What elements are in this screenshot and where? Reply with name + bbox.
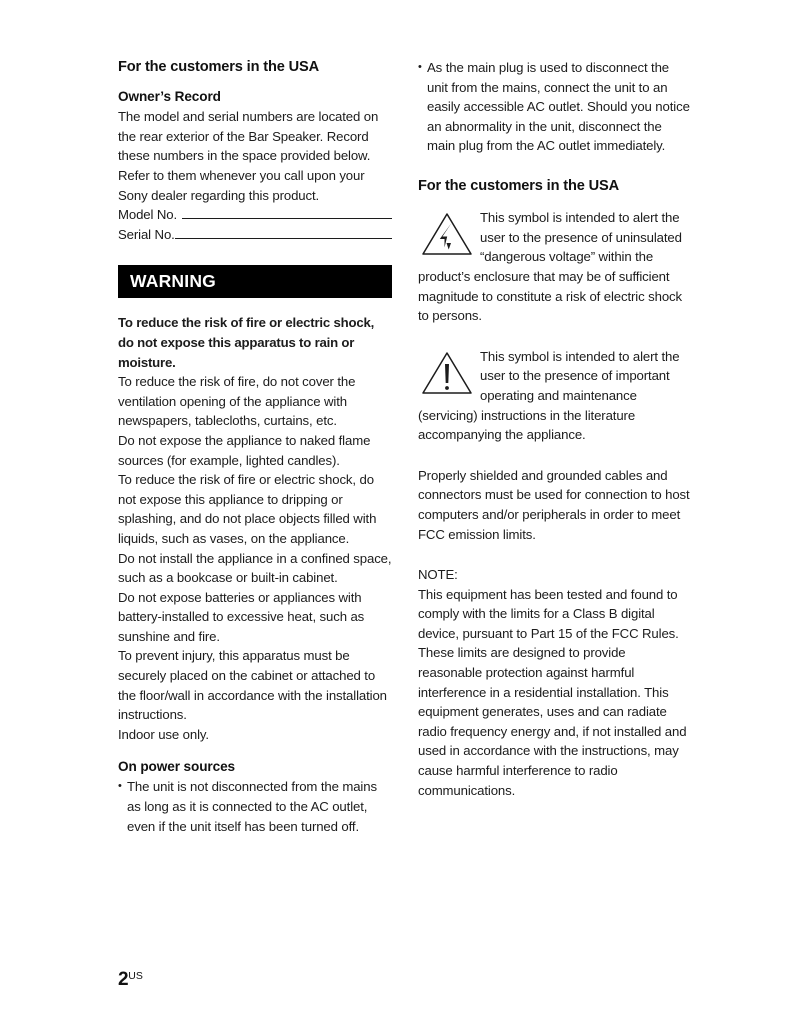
right-heading-for-customers-usa: For the customers in the USA xyxy=(418,177,619,194)
attention-symbol-text: This symbol is intended to alert the user to the presence of important operating and maintenance (servicing) instructions in the literature accompanying the appliance. xyxy=(418,348,680,443)
exclamation-triangle-icon xyxy=(420,348,474,397)
model-number-label: Model No. xyxy=(118,207,178,223)
on-power-sources-heading: On power sources xyxy=(118,759,236,775)
warning-paragraph: Do not install the appliance in a confined space, such as a bookcase or built-in cabinet. xyxy=(118,550,392,586)
note-label: NOTE: xyxy=(418,567,458,583)
on-power-sources-list xyxy=(118,777,392,836)
page-number-suffix: US xyxy=(128,970,143,982)
attention-symbol-block xyxy=(418,347,692,445)
right-column xyxy=(418,58,692,800)
lightning-bolt-triangle-icon xyxy=(420,209,474,258)
power-sources-continued-list xyxy=(418,58,692,156)
model-number-rule[interactable] xyxy=(182,205,392,219)
serial-number-rule[interactable] xyxy=(175,225,392,239)
list-item: • The unit is not disconnected from the mains as long as it is connected to the AC outlet, even if the unit itself has been turned off. xyxy=(118,777,392,836)
warning-banner-label: WARNING xyxy=(130,271,216,292)
fcc-shielding-paragraph: Properly shielded and grounded cables and connectors must be used for connection to host computers and/or peripherals in order to meet FCC emission limits. xyxy=(418,467,690,542)
left-heading-for-customers-usa: For the customers in the USA xyxy=(118,59,319,75)
warning-paragraph: Do not expose the appliance to naked flame sources (for example, lighted candles). xyxy=(118,432,371,468)
warning-paragraph: Indoor use only. xyxy=(118,726,209,742)
dangerous-voltage-symbol-text: This symbol is intended to alert the user to the presence of uninsulated “dangerous voltage” within the product’s enclosure that may be of sufficient magnitude to constitute a risk of electric shock to persons. xyxy=(418,210,682,324)
page-number: 2 xyxy=(118,969,129,990)
two-column-layout xyxy=(118,58,692,836)
model-number-field[interactable] xyxy=(118,205,392,225)
dangerous-voltage-symbol-block xyxy=(418,208,692,326)
owners-record-body: The model and serial numbers are located on the rear exterior of the Bar Speaker. Record these numbers in the space provided below. Refer to them whenever you call upon your Sony dealer regarding this product. xyxy=(118,109,379,203)
warning-banner xyxy=(118,265,392,298)
warning-paragraph: To prevent injury, this apparatus must be securely placed on the cabinet or attached to the floor/wall in accordance with the installation instructions. xyxy=(118,648,387,723)
warning-paragraph: Do not expose batteries or appliances with battery-installed to excessive heat, such as sunshine and fire. xyxy=(118,589,365,644)
warning-headline: To reduce the risk of fire or electric shock, do not expose this apparatus to rain or moisture. xyxy=(118,315,375,370)
list-item: • As the main plug is used to disconnect the unit from the mains, connect the unit to an easily accessible AC outlet. Should you notice an abnormality in the unit, disconnect the main plug from the AC outlet immediately. xyxy=(418,58,692,156)
page-footer xyxy=(118,969,143,991)
owners-record-heading: Owner’s Record xyxy=(118,89,221,105)
left-column xyxy=(118,58,392,836)
serial-number-field[interactable] xyxy=(118,225,392,245)
warning-paragraph: To reduce the risk of fire, do not cover the ventilation opening of the appliance with newspapers, tablecloths, curtains, etc. xyxy=(118,374,356,429)
warning-paragraph: To reduce the risk of fire or electric shock, do not expose this appliance to dripping or splashing, and do not place objects filled with liquids, such as vases, on the appliance. xyxy=(118,472,377,546)
note-body: This equipment has been tested and found to comply with the limits for a Class B digital device, pursuant to Part 15 of the FCC Rules. These limits are designed to provide reasonable protection against harmful interference in a residential installation. This equipment generates, uses and can radiate radio frequency energy and, if not installed and used in accordance with the instructions, may cause harmful interference to radio communications. xyxy=(418,586,687,798)
serial-number-label: Serial No. xyxy=(118,226,175,242)
